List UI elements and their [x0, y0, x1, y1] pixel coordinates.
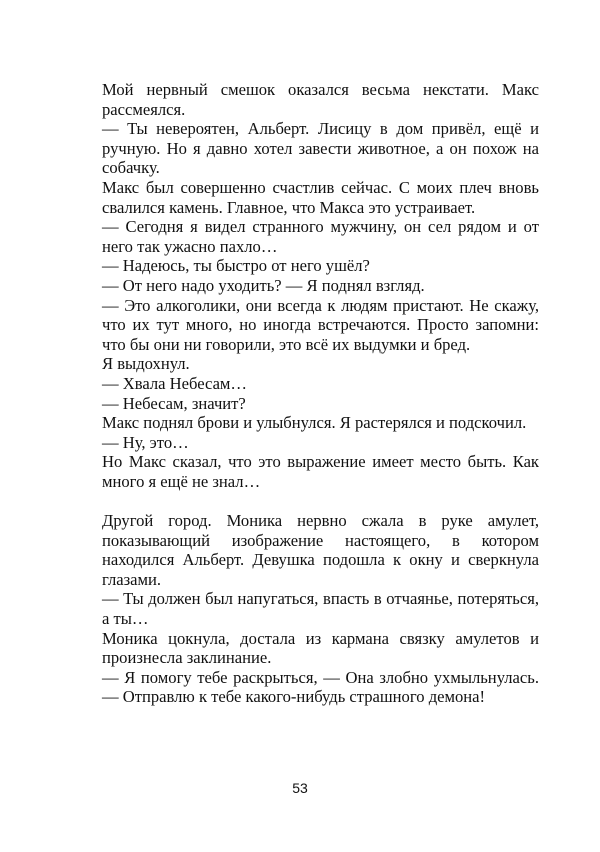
paragraph: — Хвала Небесам… — [102, 373, 248, 393]
paragraph: — Это алкоголики, они всегда к людям пристают. Не скажу, что их тут много, но иногда встречаются. Просто запомни: что бы они ни говорили, это всё их выдумки и бред. — [102, 295, 539, 354]
paragraph: Я выдохнул. — [102, 354, 190, 374]
paragraph: Моника цокнула, достала из кармана связку амулетов и произнесла заклинание. — [102, 628, 539, 668]
paragraph: Другой город. Моника нервно сжала в руке амулет, показывающий изображение настоящего, в котором находился Альберт. Девушка подошла к окну и сверкнула глазами. — [102, 511, 539, 589]
paragraph: — Надеюсь, ты быстро от него ушёл? — [102, 256, 370, 276]
paragraph: — Сегодня я видел странного мужчину, он сел рядом и от него так ужасно пахло… — [102, 217, 539, 256]
paragraph: — Ты должен был напугаться, впасть в отчаянье, потеряться, а ты… — [102, 589, 539, 629]
body-text — [102, 80, 539, 707]
paragraph: Макс был совершенно счастлив сейчас. С моих плеч вновь свалился камень. Главное, что Макса это устраивает. — [102, 177, 539, 217]
paragraph: — От него надо уходить? — Я поднял взгляд. — [102, 275, 425, 295]
paragraph: Макс поднял брови и улыбнулся. Я растерялся и подскочил. — [102, 413, 527, 433]
paragraph: — Ты невероятен, Альберт. Лисицу в дом привёл, ещё и ручную. Но я давно хотел завести животное, а он похож на собачку. — [102, 119, 539, 178]
paragraph: — Я помогу тебе раскрыться, — Она злобно ухмыльнулась. — Отправлю к тебе какого-нибудь страшного демона! — [102, 667, 539, 707]
paragraph: Мой нервный смешок оказался весьма некстати. Макс рассмеялся. — [102, 80, 539, 119]
paragraph: Но Макс сказал, что это выражение имеет место быть. Как много я ещё не знал… — [102, 452, 539, 491]
paragraph: — Ну, это… — [102, 432, 189, 452]
page-number: 53 — [292, 780, 308, 796]
paragraph: — Небесам, значит? — [102, 393, 246, 413]
